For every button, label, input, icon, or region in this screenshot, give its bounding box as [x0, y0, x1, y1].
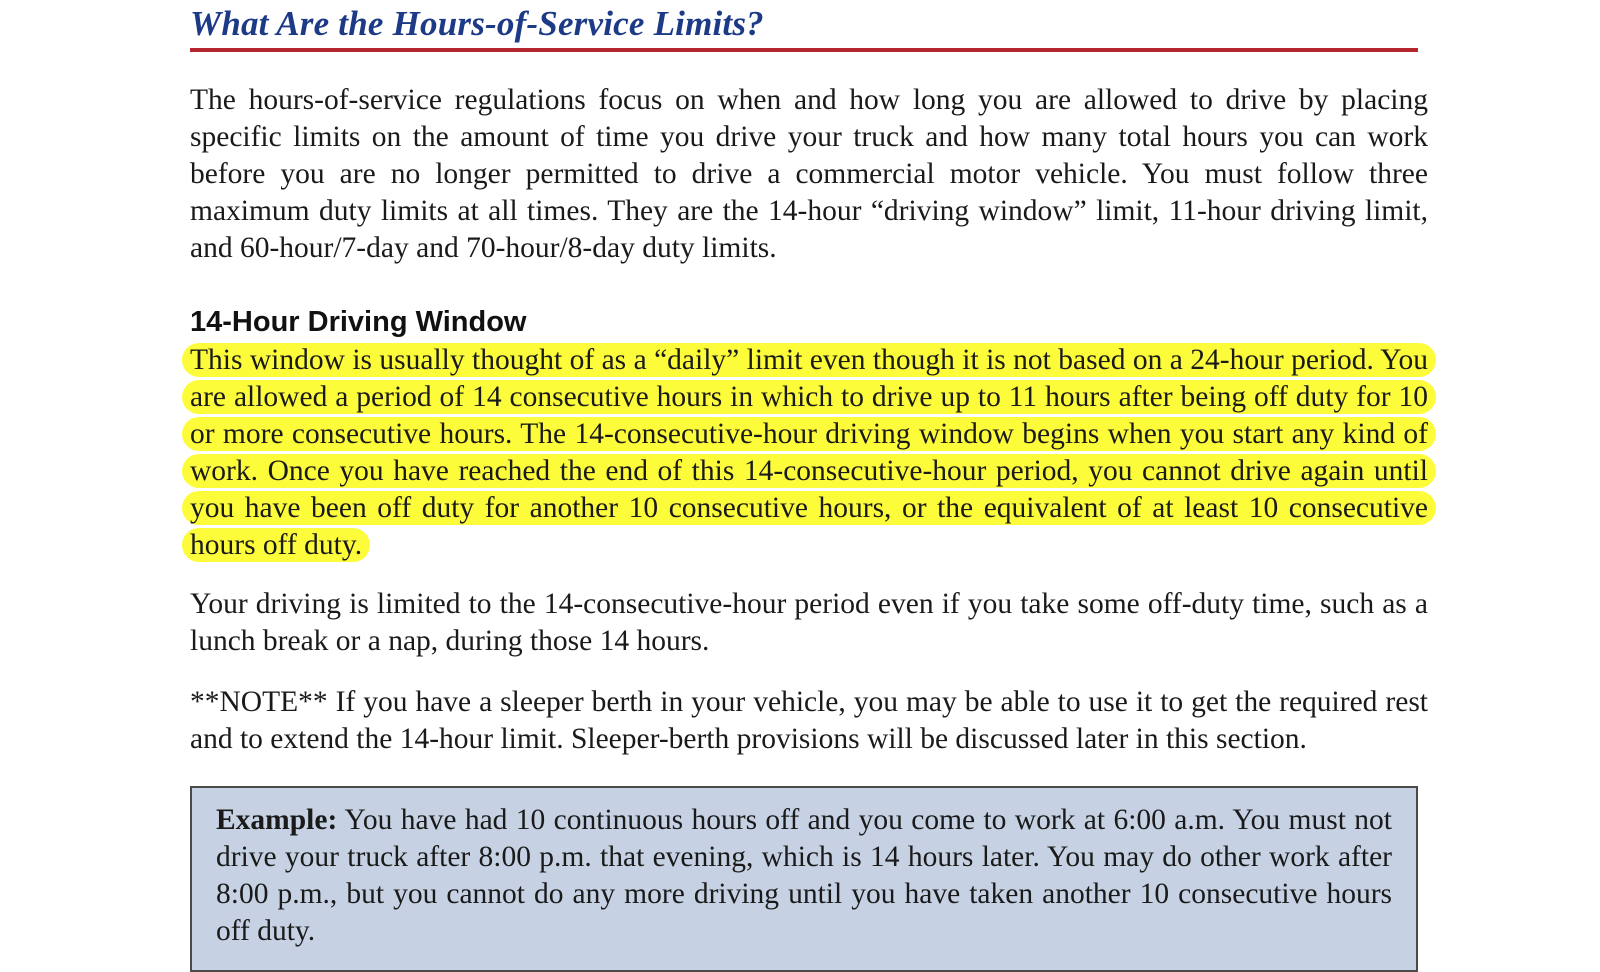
- example-box: [190, 786, 1418, 972]
- intro-paragraph: The hours-of-service regulations focus on when and how long you are allowed to drive by placing specific limits on the amount of time you drive your truck and how many total hours you can work before you are no longer permitted to drive a commercial motor vehicle. You must follow three maximum duty limits at all times. They are the 14-hour “driving window” limit, 11-hour driving limit, and 60-hour/7-day and 70-hour/8-day duty limits.: [190, 84, 1428, 264]
- highlighted-paragraph: [190, 342, 1428, 564]
- driving-limit-paragraph: Your driving is limited to the 14-consecutive-hour period even if you take some off-duty time, such as a lunch break or a nap, during those 14 hours.: [190, 588, 1428, 657]
- subsection-heading: 14-Hour Driving Window: [190, 306, 527, 338]
- example-label: Example:: [216, 804, 338, 836]
- sleeper-berth-note: **NOTE** If you have a sleeper berth in your vehicle, you may be able to use it to get the required rest and to extend the 14-hour limit. Sleeper-berth provisions will be discussed later in this section.: [190, 686, 1428, 755]
- document-content: [190, 0, 1428, 972]
- example-text: You have had 10 continuous hours off and you come to work at 6:00 a.m. You must not drive your truck after 8:00 p.m. that evening, which is 14 hours later. You may do other work after 8:00 p.m., but you cannot do any more driving until you have taken another 10 consecutive hours off duty.: [216, 804, 1392, 947]
- section-title: What Are the Hours-of-Service Limits?: [190, 4, 764, 43]
- example-paragraph: [216, 802, 1392, 950]
- title-underline-rule: [190, 48, 1418, 52]
- highlighted-text: This window is usually thought of as a “daily” limit even though it is not based on a 24-hour period. You are allowed a period of 14 consecutive hours in which to drive up to 11 hours after being off duty for 10 or more consecutive hours. The 14-consecutive-hour driving window begins when you start any kind of work. Once you have reached the end of this 14-consecutive-hour period, you cannot drive again until you have been off duty for another 10 consecutive hours, or the equivalent of at least 10 consecutive hours off duty.: [182, 343, 1436, 562]
